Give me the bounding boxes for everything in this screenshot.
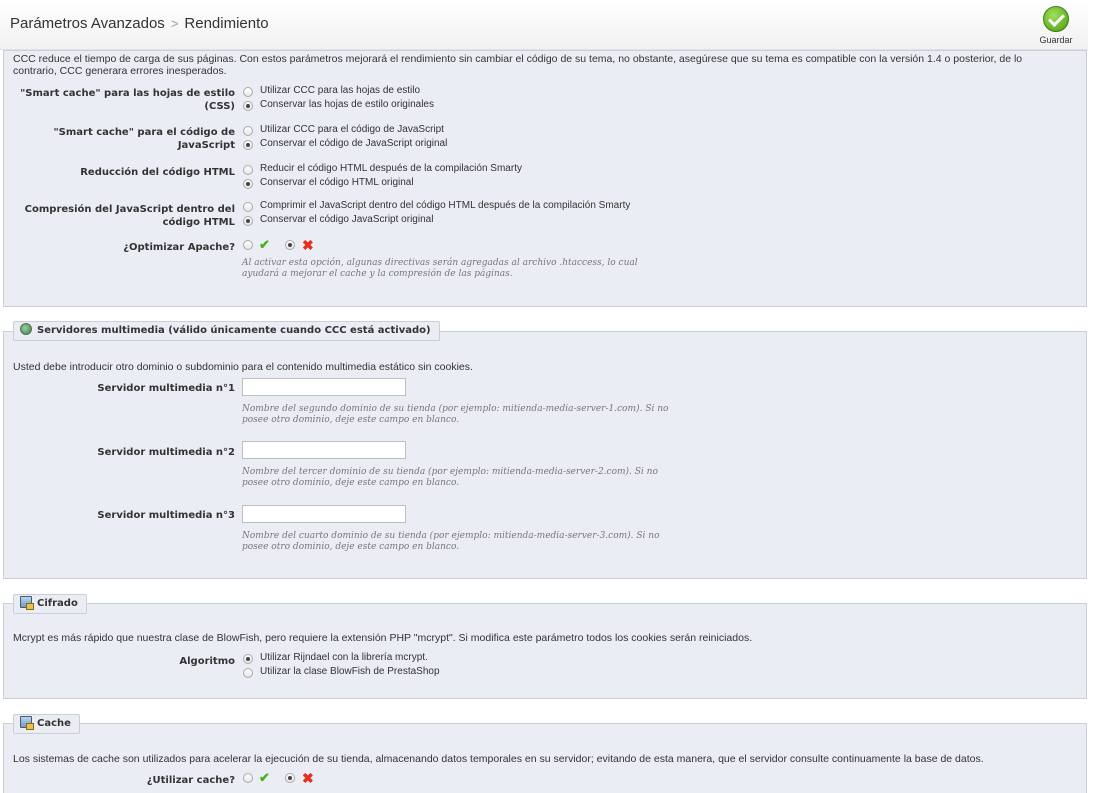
breadcrumb xyxy=(10,15,269,32)
save-check-icon xyxy=(1043,6,1069,32)
html-reduction-radio-reduce[interactable] xyxy=(243,165,253,175)
cipher-intro: Mcrypt es más rápido que nuestra clase de BlowFish, pero requiere la extensión PHP "mcrypt". Si modifica este parámetro todos los cookies serán reiniciados. xyxy=(13,632,753,644)
js-cache-option-original[interactable]: Conservar el código de JavaScript original xyxy=(260,138,448,149)
js-cache-radio-ccc[interactable] xyxy=(243,126,253,136)
check-icon: ✔ xyxy=(259,770,270,785)
algorithm-radio-rijndael[interactable] xyxy=(243,654,253,664)
js-in-html-radio-compress[interactable] xyxy=(243,202,253,212)
breadcrumb-parent[interactable]: Parámetros Avanzados xyxy=(10,15,165,32)
algorithm-label: Algoritmo xyxy=(179,656,235,667)
js-cache-option-ccc[interactable]: Utilizar CCC para el código de JavaScript xyxy=(260,124,444,135)
screen-icon xyxy=(20,716,32,728)
globe-icon xyxy=(20,323,32,335)
js-in-html-radio-original[interactable] xyxy=(243,216,253,226)
breadcrumb-separator: > xyxy=(170,16,179,31)
use-cache-label: ¿Utilizar cache? xyxy=(146,775,235,786)
cache-intro: Los sistemas de cache son utilizados para acelerar la ejecución de su tienda, almacenando datos temporales en su servidor; evitando de esta manera, que el servidor consulte continuamente la base de datos. xyxy=(13,753,984,765)
html-reduction-option-original[interactable]: Conservar el código HTML original xyxy=(260,177,414,188)
save-button[interactable] xyxy=(1036,6,1076,48)
css-cache-radio-ccc[interactable] xyxy=(243,87,253,97)
algorithm-radio-blowfish[interactable] xyxy=(243,668,253,678)
toolbar xyxy=(0,0,1088,50)
media-server-3-label: Servidor multimedia n°3 xyxy=(97,510,235,521)
cache-legend xyxy=(13,714,80,734)
screen-icon xyxy=(20,596,32,608)
html-reduction-radio-original[interactable] xyxy=(243,179,253,189)
js-cache-radio-original[interactable] xyxy=(243,140,253,150)
media-server-2-label: Servidor multimedia n°2 xyxy=(97,447,235,458)
js-in-html-option-original[interactable]: Conservar el código JavaScript original xyxy=(260,214,434,225)
media-server-3-hint: Nombre del cuarto dominio de su tienda (por ejemplo: mitienda-media-server-3.com). Si no posee otro dominio, deje este campo en blanco. xyxy=(242,531,660,552)
apache-radio-no[interactable] xyxy=(285,240,295,250)
js-in-html-label: Compresión del JavaScript dentro del código HTML xyxy=(24,204,235,228)
algorithm-option-rijndael[interactable]: Utilizar Rijndael con la librería mcrypt. xyxy=(260,652,428,663)
css-cache-option-ccc[interactable]: Utilizar CCC para las hojas de estilo xyxy=(260,85,421,96)
html-reduction-option-reduce[interactable]: Reducir el código HTML después de la compilación Smarty xyxy=(260,163,522,174)
cipher-legend xyxy=(13,594,87,614)
css-cache-option-original[interactable]: Conservar las hojas de estilo originales xyxy=(260,99,434,110)
media-server-1-hint: Nombre del segundo dominio de su tienda (por ejemplo: mitienda-media-server-1.com). Si no posee otro dominio, deje este campo en blanco. xyxy=(242,404,669,425)
cache-legend-text: Cache xyxy=(37,718,71,729)
media-legend xyxy=(13,321,440,341)
algorithm-option-blowfish[interactable]: Utilizar la clase BlowFish de PrestaShop xyxy=(260,666,440,677)
html-reduction-label: Reducción del código HTML xyxy=(80,167,235,178)
save-button-label: Guardar xyxy=(1039,35,1073,45)
media-legend-text: Servidores multimedia (válido únicamente cuando CCC está activado) xyxy=(37,325,431,336)
css-cache-radio-original[interactable] xyxy=(243,101,253,111)
media-server-1-label: Servidor multimedia n°1 xyxy=(97,383,235,394)
media-server-2-input[interactable] xyxy=(242,441,406,459)
media-server-2-hint: Nombre del tercer dominio de su tienda (por ejemplo: mitienda-media-server-2.com). Si no posee otro dominio, deje este campo en blanco. xyxy=(242,467,658,488)
css-cache-label: "Smart cache" para las hojas de estilo (CSS) xyxy=(20,88,235,112)
cipher-panel xyxy=(3,603,1087,699)
media-server-1-input[interactable] xyxy=(242,378,406,396)
cross-icon: ✖ xyxy=(302,770,314,786)
media-server-3-input[interactable] xyxy=(242,505,406,523)
page-title: Rendimiento xyxy=(184,15,269,32)
apache-hint: Al activar esta opción, algunas directivas serán agregadas al archivo .htaccess, lo cual ayudará a mejorar el cache y la compresión de las páginas. xyxy=(242,258,638,279)
ccc-intro: CCC reduce el tiempo de carga de sus páginas. Con estos parámetros mejorará el rendimiento sin cambiar el código de su tema, no obstante, asegúrese que su tema es compatible con la versión 1.4 o posterior, de lo contrario, CCC generara errores inesperados. xyxy=(13,53,1023,77)
check-icon: ✔ xyxy=(259,237,270,252)
cross-icon: ✖ xyxy=(302,237,314,253)
js-cache-label: "Smart cache" para el código de JavaScript xyxy=(53,127,235,151)
js-in-html-option-compress[interactable]: Comprimir el JavaScript dentro del código HTML después de la compilación Smarty xyxy=(260,200,631,211)
use-cache-radio-yes[interactable] xyxy=(243,773,253,783)
media-intro: Usted debe introducir otro dominio o subdominio para el contenido multimedia estático sin cookies. xyxy=(13,361,473,373)
cipher-legend-text: Cifrado xyxy=(37,598,78,609)
use-cache-radio-no[interactable] xyxy=(285,773,295,783)
apache-radio-yes[interactable] xyxy=(243,240,253,250)
apache-label: ¿Optimizar Apache? xyxy=(123,242,235,253)
